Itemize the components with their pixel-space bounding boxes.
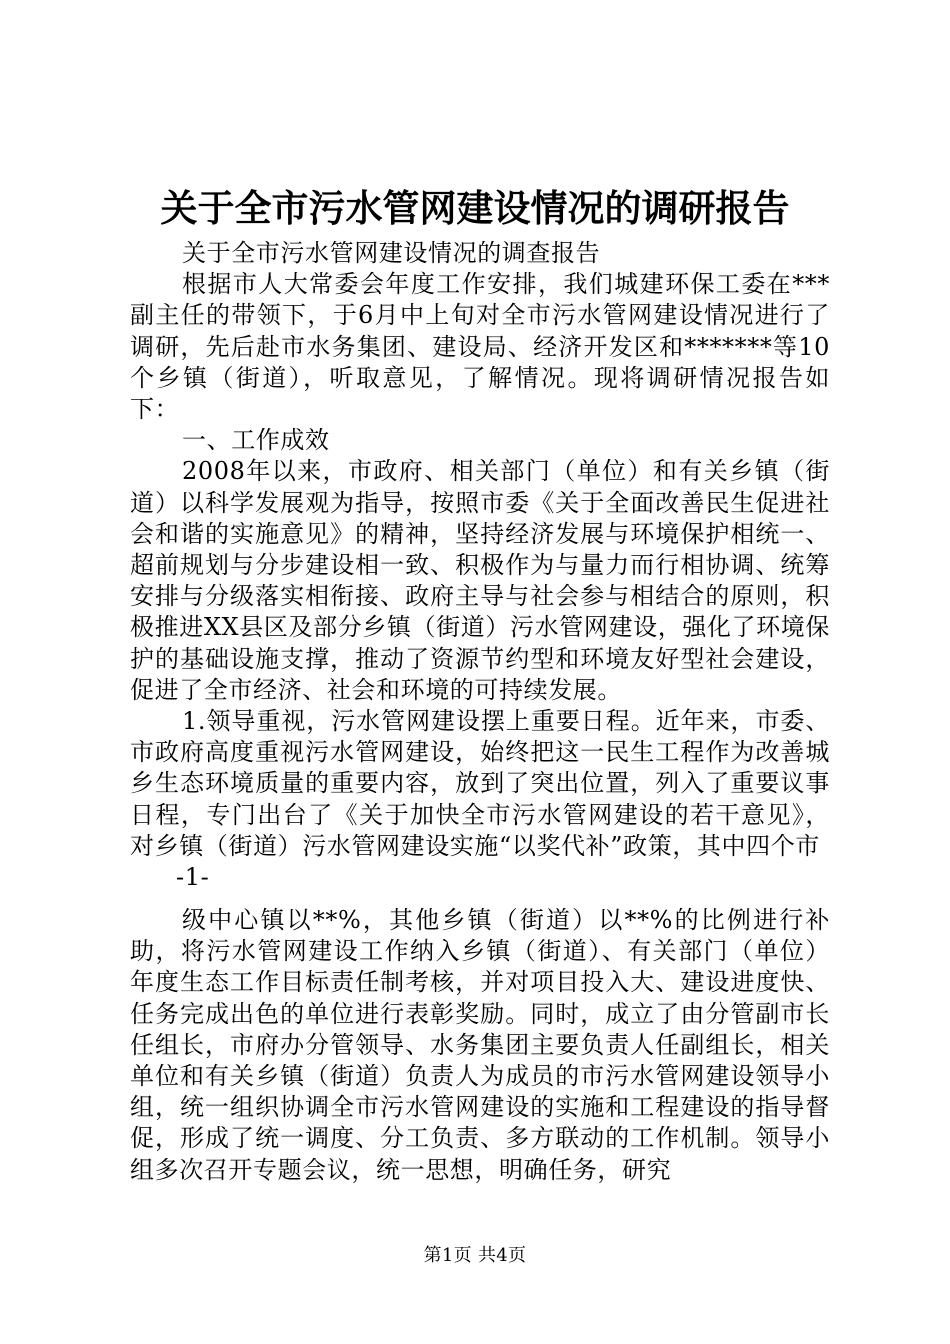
inline-page-number: -1- bbox=[176, 863, 210, 892]
page-footer: 第1页 共4页 bbox=[423, 1245, 527, 1266]
achievements-paragraph: 2008年以来，市政府、相关部门（单位）和有关乡镇（街道）以科学发展观为指导，按照市委《关于全面改善民生促进社会和谐的实施意见》的精神，坚持经济发展与环境保护相统一、超前规划与分步建设相一致、积极作为与量力而行相协调、统筹安排与分级落实相衔接、政府主导与社会参与相结合的原则，积极推进XX县区及部分乡镇（街道）污水管网建设，强化了环境保护的基础设施支撑，推动了资源节约型和环境友好型社会建设，促进了全市经济、社会和环境的可持续发展。 bbox=[130, 457, 830, 704]
intro-paragraph: 根据市人大常委会年度工作安排，我们城建环保工委在***副主任的带领下，于6月中上旬对全市污水管网建设情况进行了调研，先后赴市水务集团、建设局、经济开发区和*******等10个乡镇（街道），听取意见，了解情况。现将调研情况报告如下： bbox=[130, 270, 830, 424]
leadership-paragraph: 1.领导重视，污水管网建设摆上重要日程。近年来，市委、市政府高度重视污水管网建设，始终把这一民生工程作为改善城乡生态环境质量的重要内容，放到了突出位置，列入了重要议事日程，专门出台了《关于加快全市污水管网建设的若干意见》，对乡镇（街道）污水管网建设实施“以奖代补”政策，其中四个市 bbox=[130, 707, 830, 860]
document-title: 关于全市污水管网建设情况的调研报告 bbox=[160, 186, 790, 230]
continuation-paragraph: 级中心镇以**%，其他乡镇（街道）以**%的比例进行补助，将污水管网建设工作纳入乡镇（街道）、有关部门（单位）年度生态工作目标责任制考核，并对项目投入大、建设进度快、任务完成出色的单位进行表彰奖励。同时，成立了由分管副市长任组长，市府办分管领导、水务集团主要负责人任副组长，相关单位和有关乡镇（街道）负责人为成员的市污水管网建设领导小组，统一组织协调全市污水管网建设的实施和工程建设的指导督促，形成了统一调度、分工负责、多方联动的工作机制。领导小组多次召开专题会议，统一思想，明确任务，研究 bbox=[130, 906, 830, 1184]
section-heading: 一、工作成效 bbox=[182, 426, 330, 455]
document-body bbox=[130, 238, 830, 893]
subtitle-paragraph: 关于全市污水管网建设情况的调查报告 bbox=[182, 239, 601, 267]
document-body-continued bbox=[130, 905, 830, 1186]
